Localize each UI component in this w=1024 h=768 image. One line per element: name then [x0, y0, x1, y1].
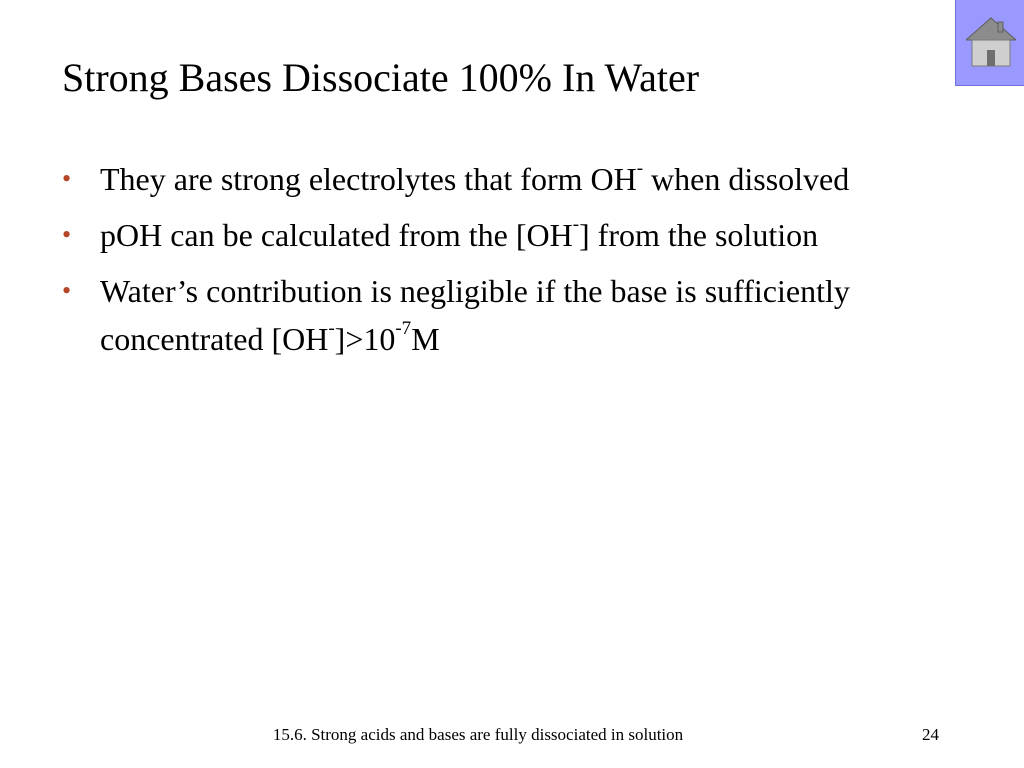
bullet-text: pOH can be calculated from the [OH-] from the solution: [100, 214, 819, 253]
bullet-marker: •: [62, 220, 72, 249]
bullet-text: They are strong electrolytes that form OH- when dissolved: [100, 158, 850, 197]
home-button[interactable]: [955, 0, 1024, 86]
bullet-item: [62, 211, 882, 259]
bullet-item: [62, 267, 882, 363]
slide-title: Strong Bases Dissociate 100% In Water: [62, 55, 700, 100]
page-number: 24: [922, 725, 939, 744]
footer-text: 15.6. Strong acids and bases are fully dissociated in solution: [272, 725, 684, 744]
bullet-list: [62, 155, 882, 371]
bullet-marker: •: [62, 164, 72, 193]
bullet-marker: •: [62, 276, 72, 305]
bullet-item: [62, 155, 882, 203]
bullet-text: Water’s contribution is negligible if the base is sufficiently concentrated $[OH^-]>10^{-7}M$: [100, 273, 850, 357]
home-icon: [966, 16, 1016, 68]
